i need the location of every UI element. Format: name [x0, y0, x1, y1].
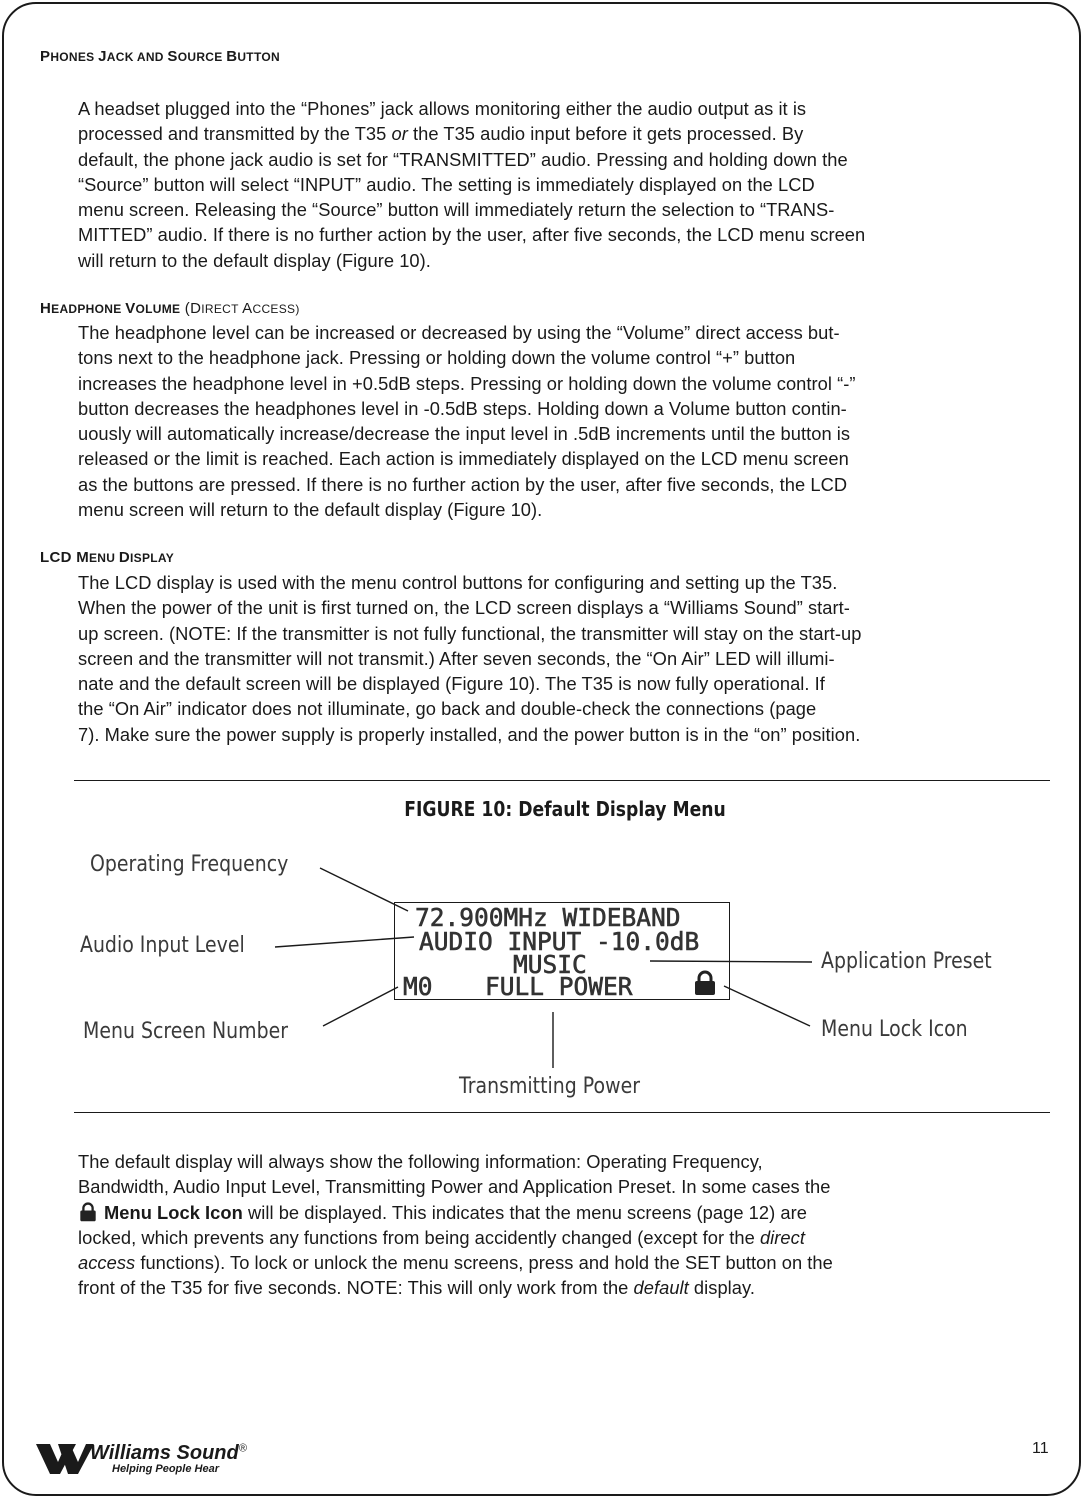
heading-phones-jack: PHONES JACK AND SOURCE BUTTON [40, 48, 280, 65]
lcd-line-audio-input: AUDIO INPUT -10.0dB [419, 927, 700, 956]
label-transmitting-power: Transmitting Power [459, 1074, 641, 1099]
brand-name: Williams Sound® [90, 1442, 247, 1464]
paragraph-phones-jack: A headset plugged into the “Phones” jack allows monitoring either the audio output as it is processed and transmitted by the T35 or the T35 audio input before it gets processed. By default, the phone jack audio is set for “TRANSMITTED” audio. Pressing and holding down the “Source” button will select “INPUT” audio. The setting is immediately displayed on the LCD menu screen. Releasing the “Source” button will immediately return the selection to “TRANS- MITTED” audio. If there is no further action by the user, after five seconds, the LCD menu screen will return to the default display (Figure 10). [78, 98, 866, 271]
label-application-preset: Application Preset [821, 949, 992, 974]
paragraph-headphone-volume: The headphone level can be increased or decreased by using the “Volume” direct access but- tons next to the headphone jack. Pressing or holding down the volume control “+” button increases the headphone level in +0.5dB steps. Pressing or holding down the volume control “-” button decreases the headphones level in -0.5dB steps. Holding down a Volume button contin- uously will automatically increase/decrease the input level in .5dB increments until the button is released or the limit is reached. Each action is immediately displayed on the LCD menu screen as the buttons are pressed. If there is no further action by the user, after five seconds, the LCD menu screen will return to the default display (Figure 10). [78, 322, 856, 521]
figure-bottom-rule [74, 1112, 1050, 1113]
paragraph-default-display: The default display will always show the following information: Operating Frequency, Bandwidth, Audio Input Level, Transmitting Power and Application Preset. In some cases the Menu Lock Icon will be displayed. This indicates that the menu screens (page 12) are locked, which prevents any functions from being accidently changed (except for the direct access functions). To lock or unlock the menu screens, press and hold the SET button on the front of the T35 for five seconds. NOTE: This will only work from the default display. [78, 1151, 833, 1299]
lcd-lock-icon [694, 970, 716, 996]
lcd-line-menu-number: M0 [403, 972, 433, 1001]
heading-headphone-volume: HEADPHONE VOLUME (DIRECT ACCESS) [40, 300, 300, 317]
label-audio-input-level: Audio Input Level [80, 933, 245, 958]
brand-tagline: Helping People Hear [112, 1463, 219, 1475]
page-number: 11 [1032, 1440, 1049, 1457]
inline-lock-icon [78, 1202, 98, 1222]
lcd-line-power: FULL POWER [485, 972, 633, 1001]
label-menu-screen-number: Menu Screen Number [83, 1019, 289, 1044]
paragraph-lcd-menu-display: The LCD display is used with the menu control buttons for configuring and setting up the T35. When the power of the unit is first turned on, the LCD screen displays a “Williams Sound” start- up screen. (NOTE: If the transmitter is not fully functional, the transmitter will stay on the start-up screen and the transmitter will not transmit.) After seven seconds, the “On Air” LED will illumi- nate and the default screen will be displayed (Figure 10). The T35 is now fully operational. If the “On Air” indicator does not illuminate, go back and double-check the connections (page 7). Make sure the power supply is properly installed, and the power button is in the “on” position. [78, 572, 862, 745]
label-operating-frequency: Operating Frequency [90, 852, 289, 877]
lcd-display [394, 902, 730, 1000]
label-menu-lock-icon: Menu Lock Icon [821, 1017, 968, 1042]
lcd-line-frequency: 72.900MHz WIDEBAND [415, 903, 681, 932]
figure-title: FIGURE 10: Default Display Menu [404, 797, 726, 821]
heading-lcd-menu-display: LCD MENU DISPLAY [40, 549, 175, 566]
lcd-line-preset: MUSIC [513, 950, 587, 979]
figure-top-rule [74, 780, 1050, 781]
